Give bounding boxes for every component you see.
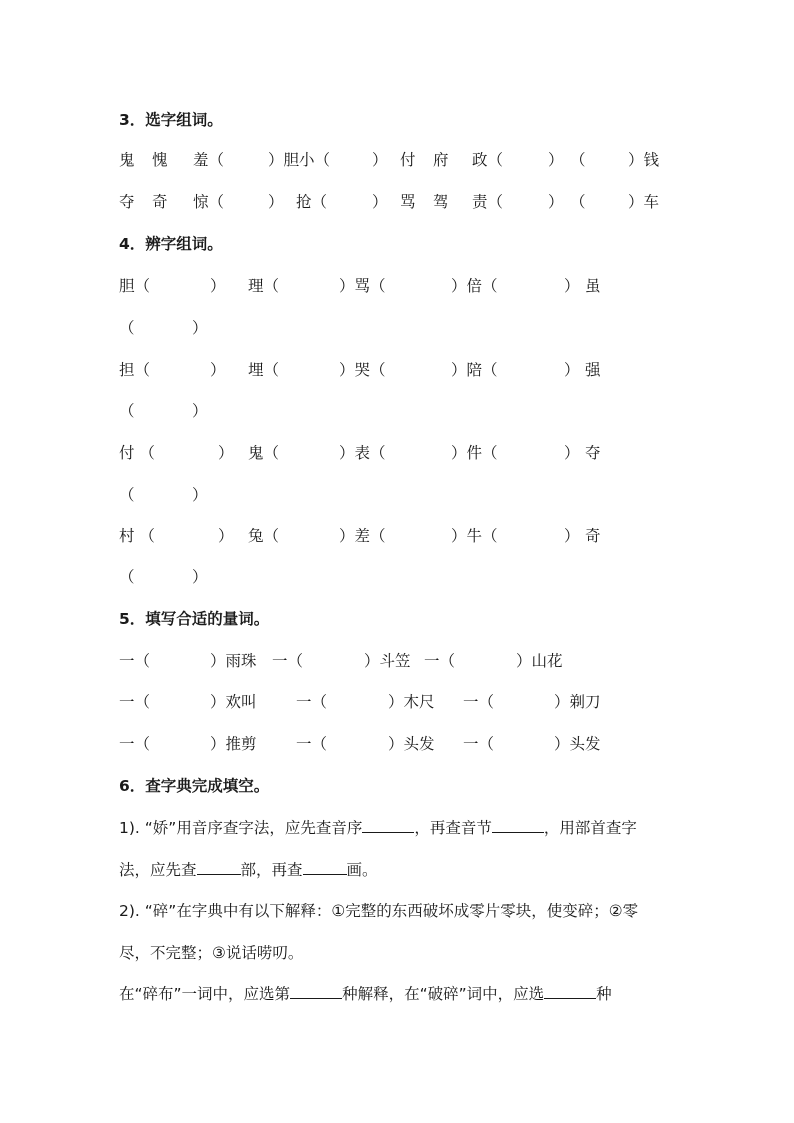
q6-text: 画。 <box>346 861 378 879</box>
q4-item: 奇 <box>585 527 601 545</box>
q4-item: ）哭（ <box>339 361 386 379</box>
q5-item: 一（ <box>119 652 151 670</box>
q6-text: 法，应先查 <box>119 861 197 879</box>
q4-item: 付 （ <box>119 444 155 462</box>
q5-item: ）欢叫 <box>210 693 257 711</box>
q4-item: ） <box>564 444 580 462</box>
q3-char: ）钱 <box>628 151 660 169</box>
q6-text: 1). “娇”用音序查字法，应先查音序 <box>119 819 363 837</box>
q4-paren: ） <box>192 486 208 504</box>
q5-item: ）头发 <box>388 735 435 753</box>
q4-paren: （ <box>119 402 135 420</box>
q6-p1-line-2 <box>119 860 378 880</box>
q3-char: ） <box>548 151 564 169</box>
q3-char: 付 <box>400 151 416 169</box>
q4-paren: ） <box>192 319 208 337</box>
q6-p2-line-1: 2). “碎”在字典中有以下解释：①完整的东西破坏成零片零块，使变碎；②零 <box>119 902 639 920</box>
q4-paren: ） <box>192 402 208 420</box>
q3-char: 奇 <box>152 193 168 211</box>
q3-char: 驾 <box>433 193 449 211</box>
q6-p1-line-1 <box>119 818 637 838</box>
q3-char: ） <box>372 151 388 169</box>
q3-char: ） <box>372 193 388 211</box>
q6-text: 种 <box>596 985 612 1003</box>
q4-item: ）骂（ <box>339 277 386 295</box>
q6-text: 部，再查 <box>240 861 303 879</box>
q4-item: ） <box>564 527 580 545</box>
q4-paren: （ <box>119 486 135 504</box>
q5-item: ）木尺 <box>388 693 435 711</box>
q3-char: ） <box>268 193 284 211</box>
q4-item: 理（ <box>248 277 280 295</box>
q3-char: 责（ <box>472 193 504 211</box>
q5-item: ）推剪 <box>210 735 257 753</box>
answer-blank[interactable] <box>492 818 544 833</box>
q3-char: （ <box>570 193 586 211</box>
q5-item: 一（ <box>463 735 495 753</box>
q4-paren: （ <box>119 568 135 586</box>
q3-char: ） <box>548 193 564 211</box>
q3-char: ）胆小（ <box>268 151 331 169</box>
q3-char: 政（ <box>472 151 504 169</box>
q5-item: 一（ <box>119 735 151 753</box>
q4-item: ）差（ <box>339 527 386 545</box>
q4-item: ）倍（ <box>451 277 498 295</box>
answer-blank[interactable] <box>544 984 596 999</box>
q5-item: ）斗笠 <box>364 652 411 670</box>
q5-item: 一（ <box>272 652 304 670</box>
q3-char: 夺 <box>119 193 135 211</box>
q5-item: 一（ <box>119 693 151 711</box>
q3-char: 鬼 <box>119 151 135 169</box>
q4-heading: 4．辨字组词。 <box>119 235 223 253</box>
q4-item: ） <box>564 277 580 295</box>
q4-item: ） <box>218 444 234 462</box>
q4-item: ）陪（ <box>451 361 498 379</box>
q4-item: 担（ <box>119 361 151 379</box>
q4-item: ） <box>210 361 226 379</box>
q4-item: ）件（ <box>451 444 498 462</box>
q3-char: （ <box>570 151 586 169</box>
answer-blank[interactable] <box>290 984 342 999</box>
answer-blank[interactable] <box>303 860 347 875</box>
q4-item: 夺 <box>585 444 601 462</box>
q5-item: ）剃刀 <box>554 693 601 711</box>
q4-item: ）表（ <box>339 444 386 462</box>
q3-char: 愧 <box>152 151 168 169</box>
q6-text: ，用部首查字 <box>543 819 637 837</box>
q4-item: 虽 <box>585 277 601 295</box>
q4-item: 鬼（ <box>248 444 280 462</box>
q3-char: 抢（ <box>296 193 328 211</box>
q4-item: 村 （ <box>119 527 155 545</box>
q3-heading: 3．选字组词。 <box>119 111 223 129</box>
q4-paren: （ <box>119 319 135 337</box>
answer-blank[interactable] <box>362 818 414 833</box>
q5-item: ）山花 <box>516 652 563 670</box>
q4-item: ）牛（ <box>451 527 498 545</box>
q4-item: 强 <box>585 361 601 379</box>
q5-item: ）头发 <box>554 735 601 753</box>
q6-text: 在“碎布”一词中，应选第 <box>119 985 291 1003</box>
q3-char: 惊（ <box>193 193 225 211</box>
q5-item: 一（ <box>424 652 456 670</box>
q6-p2-line-2: 尽，不完整；③说话唠叨。 <box>119 944 304 962</box>
q4-item: 胆（ <box>119 277 151 295</box>
q5-item: 一（ <box>296 693 328 711</box>
q4-item: ） <box>564 361 580 379</box>
q5-heading: 5．填写合适的量词。 <box>119 610 270 628</box>
q5-item: 一（ <box>463 693 495 711</box>
q4-item: ） <box>210 277 226 295</box>
q5-item: ）雨珠 <box>210 652 257 670</box>
answer-blank[interactable] <box>197 860 241 875</box>
q3-char: ）车 <box>628 193 660 211</box>
q4-item: 埋（ <box>248 361 280 379</box>
q6-p2-line-3 <box>119 984 612 1004</box>
q5-item: 一（ <box>296 735 328 753</box>
q6-text: 种解释，在“破碎”词中，应选 <box>342 985 545 1003</box>
q6-text: ，再查音节 <box>414 819 492 837</box>
q4-item: ） <box>218 527 234 545</box>
q3-char: 羞（ <box>193 151 225 169</box>
q6-heading: 6．查字典完成填空。 <box>119 777 270 795</box>
q3-char: 骂 <box>400 193 416 211</box>
q3-char: 府 <box>433 151 449 169</box>
q4-item: 兔（ <box>248 527 280 545</box>
q4-paren: ） <box>192 568 208 586</box>
